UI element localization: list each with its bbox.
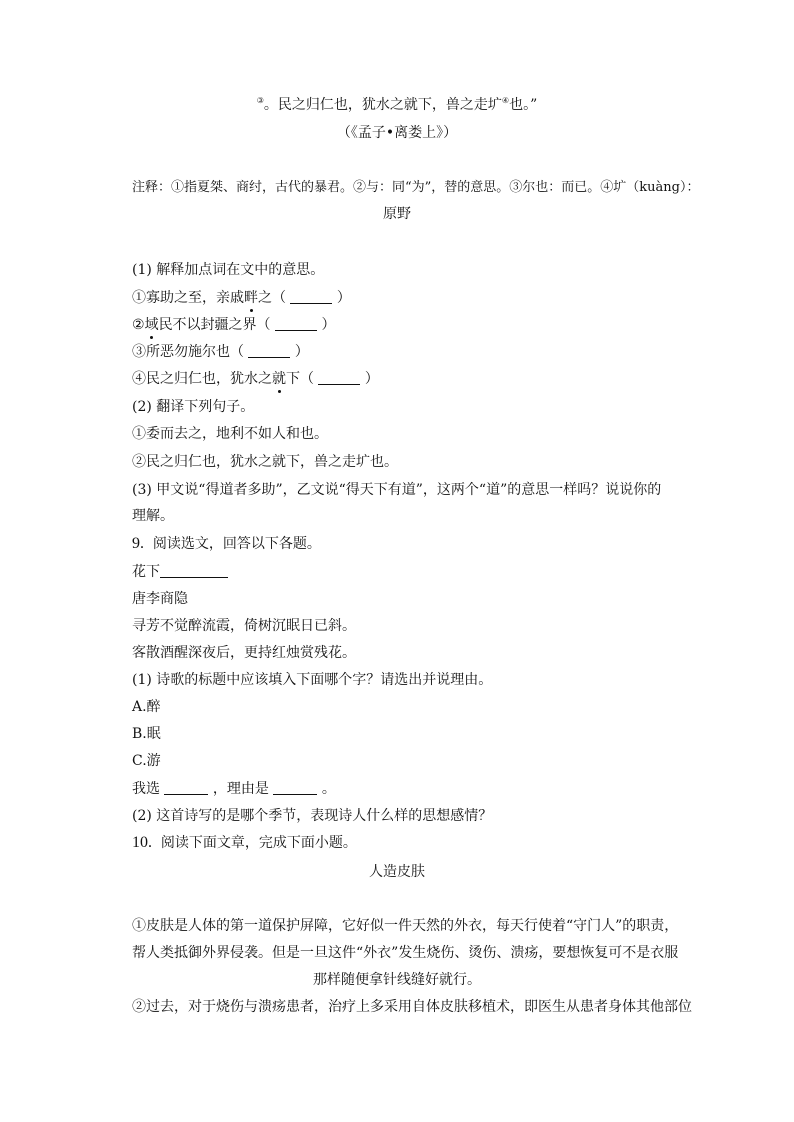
- dotted-word: 畔: [244, 290, 258, 306]
- q9-part1-prompt: (1) 诗歌的标题中应该填入下面哪个字？请选出并说理由。: [132, 672, 493, 688]
- article-para-1-cont: 帮人类抵御外界侵袭。但是一旦这件“外衣”发生烧伤、烫伤、溃疡，要想恢复可不是衣服: [132, 945, 679, 961]
- q8-part3-prompt: (3) 甲文说“得道者多助”，乙文说“得天下有道”，这两个“道”的意思一样吗？说说你的: [132, 482, 662, 498]
- q8-part2-prompt: (2) 翻译下列句子。: [132, 399, 255, 415]
- q8-translate-1: ①委而去之，地利不如人和也。: [132, 426, 328, 442]
- q9-part2-prompt: (2) 这首诗写的是哪个季节，表现诗人什么样的思想感情？: [132, 808, 493, 824]
- option-c: C.游: [132, 753, 161, 769]
- note-marker: ③: [256, 96, 264, 105]
- reason-blank[interactable]: [273, 780, 317, 795]
- question-number: 10.: [132, 834, 152, 851]
- poem-title: 花下: [132, 562, 228, 582]
- poem-author: 唐李商隐: [132, 591, 188, 607]
- title-blank[interactable]: [160, 563, 228, 578]
- answer-blank[interactable]: [318, 370, 360, 385]
- q8-part3-prompt-cont: 理解。: [132, 508, 174, 524]
- q8-item-2: ②域民不以封疆之界（ ）: [132, 317, 336, 333]
- answer-blank[interactable]: [248, 343, 290, 358]
- q9-answer-line: 我选 ，理由是 。: [132, 781, 336, 797]
- quote-line: [0, 95, 794, 115]
- choice-blank[interactable]: [164, 780, 208, 795]
- question-number: 9.: [132, 535, 144, 552]
- q8-item-3: ③所恶勿施尔也（ ）: [132, 344, 309, 360]
- q8-translate-2: ②民之归仁也，犹水之就下，兽之走圹也。: [132, 454, 398, 470]
- notes-text: 注释：①指夏桀、商纣，古代的暴君。②与：同“为”，替的意思。③尔也：而已。④圹（kuàng）：: [132, 180, 700, 195]
- q8-item-4: ④民之归仁也，犹水之就下（ ）: [132, 371, 379, 387]
- article-title: 人造皮肤: [369, 864, 425, 880]
- answer-blank[interactable]: [290, 289, 332, 304]
- article-para-2: ②过去，对于烧伤与溃疡患者，治疗上多采用自体皮肤移植术，即医生从患者身体其他部位: [132, 999, 692, 1015]
- quote-source: （《孟子•离娄上》）: [336, 125, 458, 141]
- notes-continuation: 原野: [383, 206, 411, 222]
- q10-header: [132, 833, 357, 853]
- question-prompt: 阅读选文，回答以下各题。: [152, 536, 321, 552]
- q8-item-1: ①寡助之至，亲戚畔之（ ）: [132, 290, 351, 306]
- option-a: A.醉: [132, 699, 161, 715]
- q9-header: [132, 534, 321, 554]
- question-prompt: 阅读下面文章，完成下面小题。: [160, 835, 357, 851]
- answer-blank[interactable]: [275, 316, 317, 331]
- article-para-1-end: 那样随便拿针线缝好就行。: [313, 972, 481, 988]
- poem-line-1: 寻芳不觉醉流霞，倚树沉眠日已斜。: [132, 618, 356, 634]
- dotted-word: 就: [272, 371, 286, 387]
- quote-text: 。民之归仁也，犹水之就下，兽之走圹: [263, 97, 502, 113]
- article-para-1: ①皮肤是人体的第一道保护屏障，它好似一件天然的外衣，每天行使着“守门人”的职责，: [132, 918, 679, 934]
- note-marker: ④: [501, 96, 510, 105]
- quote-end: 也。”: [509, 97, 538, 113]
- option-b: B.眠: [132, 726, 161, 742]
- dotted-word: 域: [144, 317, 159, 333]
- q8-part1-prompt: (1) 解释加点词在文中的意思。: [132, 262, 325, 278]
- poem-line-2: 客散酒醒深夜后，更持红烛赏残花。: [132, 645, 356, 661]
